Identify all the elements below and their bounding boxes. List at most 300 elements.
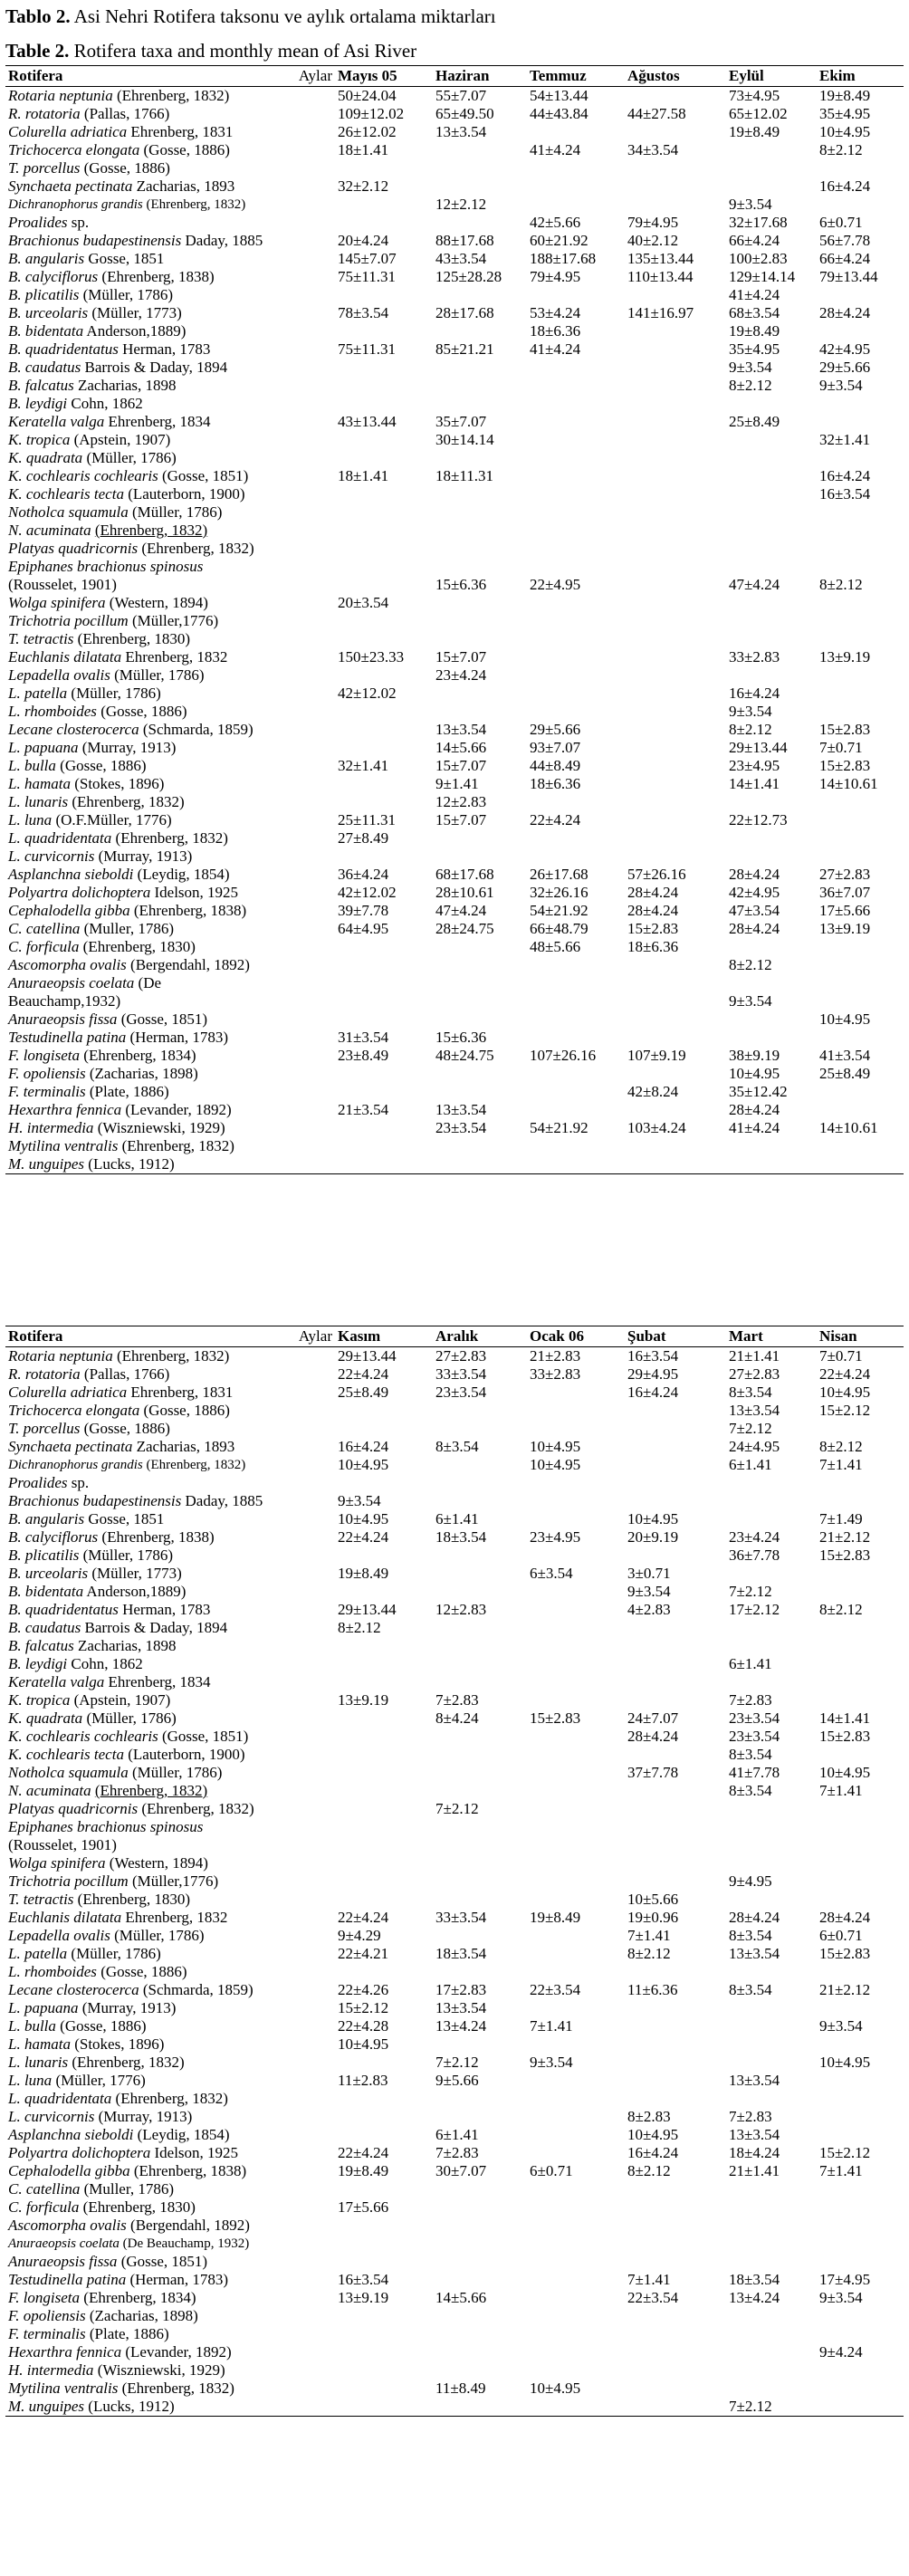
value-cell: 18±6.36	[530, 322, 581, 340]
value-cell: 88±17.68	[435, 232, 494, 249]
value-cell: 18±11.31	[435, 467, 493, 484]
value-cell	[433, 2090, 527, 2108]
species-authority: (Ehrenberg, 1834)	[83, 2289, 196, 2306]
value-cell	[625, 449, 726, 467]
species-name: Anuraeopsis fissa	[8, 1010, 118, 1028]
value-cell	[527, 1927, 625, 1945]
value-cell	[625, 2035, 726, 2054]
value-cell: 16±3.54	[819, 485, 871, 503]
value-cell	[527, 2271, 625, 2289]
species-name: B. plicatilis	[8, 1547, 80, 1564]
value-cell	[625, 1420, 726, 1438]
value-cell	[726, 503, 817, 522]
taxon-cell	[5, 1673, 335, 1691]
value-cell	[527, 413, 625, 431]
value-cell	[625, 395, 726, 413]
value-cell: 8±2.12	[627, 2162, 671, 2179]
table-row	[5, 1818, 904, 1836]
header-taxon-cell	[5, 66, 335, 87]
value-cell	[625, 1029, 726, 1047]
species-name: Brachionus budapestinensis	[8, 232, 182, 249]
value-cell: 14±10.61	[819, 1119, 878, 1136]
table-row	[5, 177, 904, 196]
value-cell	[625, 685, 726, 703]
species-authority: (Müller, 1776)	[55, 2072, 146, 2089]
value-cell	[726, 2054, 817, 2072]
value-cell	[625, 2380, 726, 2398]
value-cell	[433, 322, 527, 340]
value-cell	[625, 775, 726, 793]
taxon-cell	[5, 2054, 335, 2072]
value-cell	[335, 359, 433, 377]
value-cell: 15±2.83	[819, 1945, 871, 1962]
species-authority: (Müller, 1786)	[71, 1945, 161, 1962]
value-cell	[625, 2017, 726, 2035]
value-cell: 42±12.02	[338, 884, 397, 901]
value-cell	[433, 1155, 527, 1174]
value-cell: 28±10.61	[435, 884, 494, 901]
value-cell	[625, 177, 726, 196]
value-cell	[335, 2090, 433, 2108]
species-authority: (Leydig, 1854)	[137, 2126, 230, 2143]
value-cell: 8±3.54	[729, 1746, 772, 1763]
value-cell: 13±9.19	[819, 648, 871, 666]
value-cell: 29±13.44	[729, 739, 788, 756]
value-cell	[433, 522, 527, 540]
value-cell: 145±7.07	[338, 250, 397, 267]
value-cell	[335, 775, 433, 793]
value-cell: 42±8.24	[627, 1083, 679, 1100]
species-name: L. papuana	[8, 1999, 79, 2016]
value-cell: 41±4.24	[530, 141, 581, 158]
species-name: Anuraeopsis coelata	[8, 974, 135, 991]
table-row	[5, 2235, 904, 2253]
species-authority: (Ehrenberg, 1838)	[133, 2162, 247, 2179]
value-cell	[817, 395, 904, 413]
value-cell: 41±3.54	[819, 1047, 871, 1064]
value-cell	[817, 159, 904, 177]
table-row	[5, 359, 904, 377]
value-cell	[817, 1999, 904, 2017]
value-cell	[817, 2253, 904, 2271]
value-cell	[335, 2235, 433, 2253]
value-cell	[433, 1065, 527, 1083]
species-name: Proalides	[8, 214, 68, 231]
taxon-cell	[5, 2343, 335, 2361]
value-cell	[817, 594, 904, 612]
value-cell: 26±17.68	[530, 866, 588, 883]
value-cell	[817, 2380, 904, 2398]
species-name: L. luna	[8, 811, 53, 828]
value-cell: 13±3.54	[435, 721, 487, 738]
value-cell	[433, 1637, 527, 1655]
taxon-cell	[5, 413, 335, 431]
value-cell: 22±4.24	[530, 811, 581, 828]
species-authority: (Gosse, 1886)	[83, 1420, 170, 1437]
table-row	[5, 1872, 904, 1891]
species-name: Ascomorpha ovalis	[8, 2217, 127, 2234]
table-row	[5, 1999, 904, 2017]
value-cell	[817, 2108, 904, 2126]
species-authority: (Müller, 1786)	[114, 666, 205, 684]
taxon-cell	[5, 2144, 335, 2162]
value-cell	[817, 630, 904, 648]
value-cell	[527, 522, 625, 540]
value-cell: 17±5.66	[819, 902, 871, 919]
value-cell: 16±3.54	[338, 2271, 389, 2288]
table-row	[5, 304, 904, 322]
taxon-cell	[5, 1119, 335, 1137]
value-cell	[433, 1565, 527, 1583]
value-cell	[726, 1800, 817, 1818]
taxon-cell	[5, 250, 335, 268]
value-cell: 18±3.54	[729, 2271, 780, 2288]
value-cell	[527, 431, 625, 449]
value-cell: 107±26.16	[530, 1047, 597, 1064]
value-cell: 28±4.24	[627, 902, 679, 919]
species-name: Rotaria neptunia	[8, 87, 113, 104]
table-row	[5, 1709, 904, 1728]
value-cell: 64±4.95	[338, 920, 389, 937]
table-row	[5, 1347, 904, 1366]
table-row	[5, 87, 904, 106]
table-row	[5, 956, 904, 974]
species-authority: (Murray, 1913)	[81, 739, 177, 756]
value-cell	[433, 214, 527, 232]
species-name: Testudinella patina	[8, 2271, 127, 2288]
table-row	[5, 467, 904, 485]
value-cell	[817, 1854, 904, 1872]
species-authority: (Rousselet, 1901)	[8, 1836, 117, 1853]
value-cell: 16±4.24	[627, 2144, 679, 2161]
value-cell	[335, 1782, 433, 1800]
rotifera-table-november-april	[5, 1326, 904, 2417]
value-cell	[726, 594, 817, 612]
value-cell	[817, 829, 904, 847]
value-cell	[335, 1083, 433, 1101]
taxon-cell	[5, 920, 335, 938]
species-name: B. plicatilis	[8, 286, 80, 303]
value-cell	[726, 793, 817, 811]
value-cell: 6±1.41	[435, 1510, 479, 1527]
species-name: L. rhomboides	[8, 1963, 97, 1980]
taxon-cell	[5, 1945, 335, 1963]
value-cell: 9±3.54	[819, 2289, 863, 2306]
value-cell: 25±11.31	[338, 811, 396, 828]
value-cell	[625, 1872, 726, 1891]
taxon-cell	[5, 1137, 335, 1155]
value-cell	[433, 974, 527, 992]
taxon-cell	[5, 866, 335, 884]
value-cell	[335, 739, 433, 757]
table-row	[5, 847, 904, 866]
value-cell	[433, 2307, 527, 2325]
taxon-cell	[5, 2108, 335, 2126]
value-cell: 13±3.54	[729, 2126, 780, 2143]
taxon-cell	[5, 2217, 335, 2235]
value-cell: 13±3.54	[435, 123, 487, 140]
value-cell	[335, 2361, 433, 2380]
species-authority: (Ehrenberg, 1830)	[77, 630, 190, 647]
header-month: Kasım	[335, 1326, 433, 1347]
table-row	[5, 630, 904, 648]
value-cell	[817, 503, 904, 522]
value-cell	[726, 1999, 817, 2017]
taxon-cell	[5, 123, 335, 141]
value-cell	[726, 159, 817, 177]
species-authority: (Ehrenberg, 1832)	[121, 1137, 234, 1154]
table-row	[5, 250, 904, 268]
value-cell: 8±2.12	[819, 141, 863, 158]
value-cell	[433, 2325, 527, 2343]
value-cell: 29±5.66	[530, 721, 581, 738]
value-cell	[433, 1673, 527, 1691]
taxon-cell	[5, 322, 335, 340]
value-cell: 42±12.02	[338, 685, 397, 702]
species-name: Epiphanes brachionus spinosus	[8, 1818, 204, 1835]
taxon-cell	[5, 159, 335, 177]
value-cell: 8±2.12	[819, 1438, 863, 1455]
value-cell	[625, 159, 726, 177]
value-cell	[335, 286, 433, 304]
value-cell	[335, 576, 433, 594]
value-cell	[527, 1474, 625, 1492]
value-cell	[726, 467, 817, 485]
value-cell	[335, 2398, 433, 2417]
species-name: B. leydigi	[8, 1655, 68, 1672]
value-cell: 13±9.19	[338, 2289, 389, 2306]
value-cell: 48±5.66	[530, 938, 581, 955]
value-cell	[527, 2217, 625, 2235]
value-cell	[625, 2361, 726, 2380]
value-cell: 23±4.24	[435, 666, 487, 684]
value-cell	[817, 703, 904, 721]
value-cell	[433, 1619, 527, 1637]
species-name: Polyartra dolichoptera	[8, 2144, 151, 2161]
species-name: B. quadridentatus	[8, 1601, 119, 1618]
species-authority: (Western, 1894)	[109, 594, 208, 611]
table-row	[5, 2144, 904, 2162]
value-cell	[335, 1474, 433, 1492]
value-cell	[817, 2325, 904, 2343]
value-cell	[817, 938, 904, 956]
table-row	[5, 612, 904, 630]
taxon-cell	[5, 1547, 335, 1565]
value-cell	[726, 1029, 817, 1047]
species-authority: (Ehrenberg, 1832)	[121, 2380, 234, 2397]
taxon-cell	[5, 2072, 335, 2090]
value-cell	[625, 540, 726, 558]
table-row	[5, 1981, 904, 1999]
table-row	[5, 1673, 904, 1691]
value-cell	[817, 1619, 904, 1637]
table-row	[5, 2126, 904, 2144]
value-cell: 7±2.83	[729, 2108, 772, 2125]
value-cell: 8±3.54	[729, 1782, 772, 1799]
value-cell	[527, 359, 625, 377]
taxon-cell	[5, 594, 335, 612]
value-cell: 40±2.12	[627, 232, 679, 249]
species-name: Brachionus budapestinensis	[8, 1492, 182, 1509]
species-authority: Barrois & Daday, 1894	[84, 1619, 228, 1636]
value-cell: 25±8.49	[819, 1065, 871, 1082]
value-cell	[527, 1637, 625, 1655]
value-cell: 7±1.41	[530, 2017, 573, 2035]
value-cell: 8±2.83	[627, 2108, 671, 2125]
table-row	[5, 2180, 904, 2198]
value-cell	[527, 2090, 625, 2108]
value-cell	[433, 2253, 527, 2271]
species-authority: (Ehrenberg, 1832)	[141, 1800, 254, 1817]
value-cell: 10±4.95	[627, 2126, 679, 2143]
species-authority: (Plate, 1886)	[89, 2325, 169, 2342]
value-cell	[527, 2072, 625, 2090]
value-cell: 30±14.14	[435, 431, 494, 448]
table-row	[5, 703, 904, 721]
value-cell	[433, 2271, 527, 2289]
species-name: N. acuminata	[8, 522, 91, 539]
species-authority: Ehrenberg, 1832	[125, 1909, 228, 1926]
table-row	[5, 1836, 904, 1854]
value-cell: 42±4.95	[729, 884, 780, 901]
value-cell: 78±3.54	[338, 304, 389, 321]
value-cell: 11±6.36	[627, 1981, 678, 1998]
species-authority: (Gosse, 1851)	[161, 467, 249, 484]
value-cell	[527, 1764, 625, 1782]
value-cell	[433, 2198, 527, 2217]
value-cell	[625, 1800, 726, 1818]
value-cell: 32±1.41	[819, 431, 871, 448]
species-name: L. luna	[8, 2072, 53, 2089]
value-cell	[817, 1673, 904, 1691]
value-cell: 43±13.44	[338, 413, 397, 430]
value-cell	[726, 2343, 817, 2361]
value-cell	[527, 2180, 625, 2198]
value-cell: 15±2.83	[627, 920, 679, 937]
value-cell: 37±7.78	[627, 1764, 679, 1781]
species-name: Dichranophorus grandis	[8, 197, 143, 212]
species-name: L. patella	[8, 1945, 68, 1962]
value-cell	[433, 2180, 527, 2198]
value-cell: 19±0.96	[627, 1909, 679, 1926]
table-row	[5, 1601, 904, 1619]
table-row	[5, 685, 904, 703]
taxon-cell	[5, 2017, 335, 2035]
value-cell	[625, 413, 726, 431]
species-authority: (Gosse, 1851)	[161, 1728, 249, 1745]
value-cell	[817, 1101, 904, 1119]
taxon-cell	[5, 666, 335, 685]
species-name: Keratella valga	[8, 413, 105, 430]
table-row	[5, 1402, 904, 1420]
value-cell	[817, 1746, 904, 1764]
table-row	[5, 1420, 904, 1438]
species-authority: (Müller, 1786)	[86, 1709, 177, 1727]
value-cell	[433, 1583, 527, 1601]
value-cell: 7±1.49	[819, 1510, 863, 1527]
value-cell	[433, 2108, 527, 2126]
taxon-cell	[5, 141, 335, 159]
value-cell: 54±21.92	[530, 902, 588, 919]
value-cell: 21±2.83	[530, 1347, 581, 1365]
value-cell	[625, 2325, 726, 2343]
species-authority: Daday, 1885	[185, 1492, 263, 1509]
value-cell	[335, 1764, 433, 1782]
species-authority: (Levander, 1892)	[125, 2343, 232, 2361]
species-name: Asplanchna sieboldi	[8, 866, 134, 883]
value-cell	[433, 829, 527, 847]
value-cell	[433, 594, 527, 612]
value-cell: 8±3.54	[729, 1927, 772, 1944]
value-cell: 13±4.24	[435, 2017, 487, 2035]
species-name: F. opoliensis	[8, 1065, 86, 1082]
table-row	[5, 793, 904, 811]
taxon-cell	[5, 721, 335, 739]
species-authority: (Ehrenberg, 1832)	[141, 540, 254, 557]
header-month: Haziran	[433, 66, 527, 87]
value-cell	[817, 666, 904, 685]
species-name: B. falcatus	[8, 1637, 74, 1654]
value-cell: 23±3.54	[435, 1119, 487, 1136]
value-cell	[433, 847, 527, 866]
header-month: Şubat	[625, 1326, 726, 1347]
value-cell: 27±2.83	[729, 1365, 780, 1383]
value-cell: 21±1.41	[729, 2162, 780, 2179]
taxon-cell	[5, 1365, 335, 1384]
value-cell	[527, 1872, 625, 1891]
value-cell	[527, 1963, 625, 1981]
value-cell	[726, 2180, 817, 2198]
value-cell: 25±8.49	[729, 413, 780, 430]
value-cell: 7±2.83	[435, 1691, 479, 1709]
species-name: Wolga spinifera	[8, 594, 106, 611]
species-name: Dichranophorus grandis	[8, 1458, 143, 1472]
species-authority: sp.	[71, 214, 90, 231]
species-name: Cephalodella gibba	[8, 902, 130, 919]
value-cell	[527, 1999, 625, 2017]
value-cell	[625, 1010, 726, 1029]
value-cell: 103±4.24	[627, 1119, 686, 1136]
value-cell	[726, 974, 817, 992]
table-row	[5, 594, 904, 612]
value-cell	[527, 1101, 625, 1119]
header-taxon-cell	[5, 1326, 335, 1347]
taxon-cell	[5, 685, 335, 703]
value-cell: 33±2.83	[729, 648, 780, 666]
value-cell: 14±1.41	[729, 775, 780, 792]
value-cell	[335, 992, 433, 1010]
value-cell	[726, 1818, 817, 1836]
species-authority: Cohn, 1862	[71, 1655, 143, 1672]
value-cell	[433, 612, 527, 630]
species-name: Euchlanis dilatata	[8, 1909, 122, 1926]
value-cell	[817, 522, 904, 540]
value-cell	[726, 558, 817, 576]
value-cell: 79±13.44	[819, 268, 878, 285]
value-cell	[625, 2180, 726, 2198]
value-cell: 9±3.54	[338, 1492, 381, 1509]
taxon-cell	[5, 1981, 335, 1999]
value-cell	[527, 2108, 625, 2126]
value-cell	[433, 2035, 527, 2054]
species-name: L. lunaris	[8, 793, 69, 810]
value-cell	[335, 1963, 433, 1981]
value-cell	[335, 974, 433, 992]
value-cell	[335, 666, 433, 685]
value-cell: 28±4.24	[819, 1909, 871, 1926]
taxon-cell	[5, 1456, 335, 1474]
table-row	[5, 974, 904, 992]
